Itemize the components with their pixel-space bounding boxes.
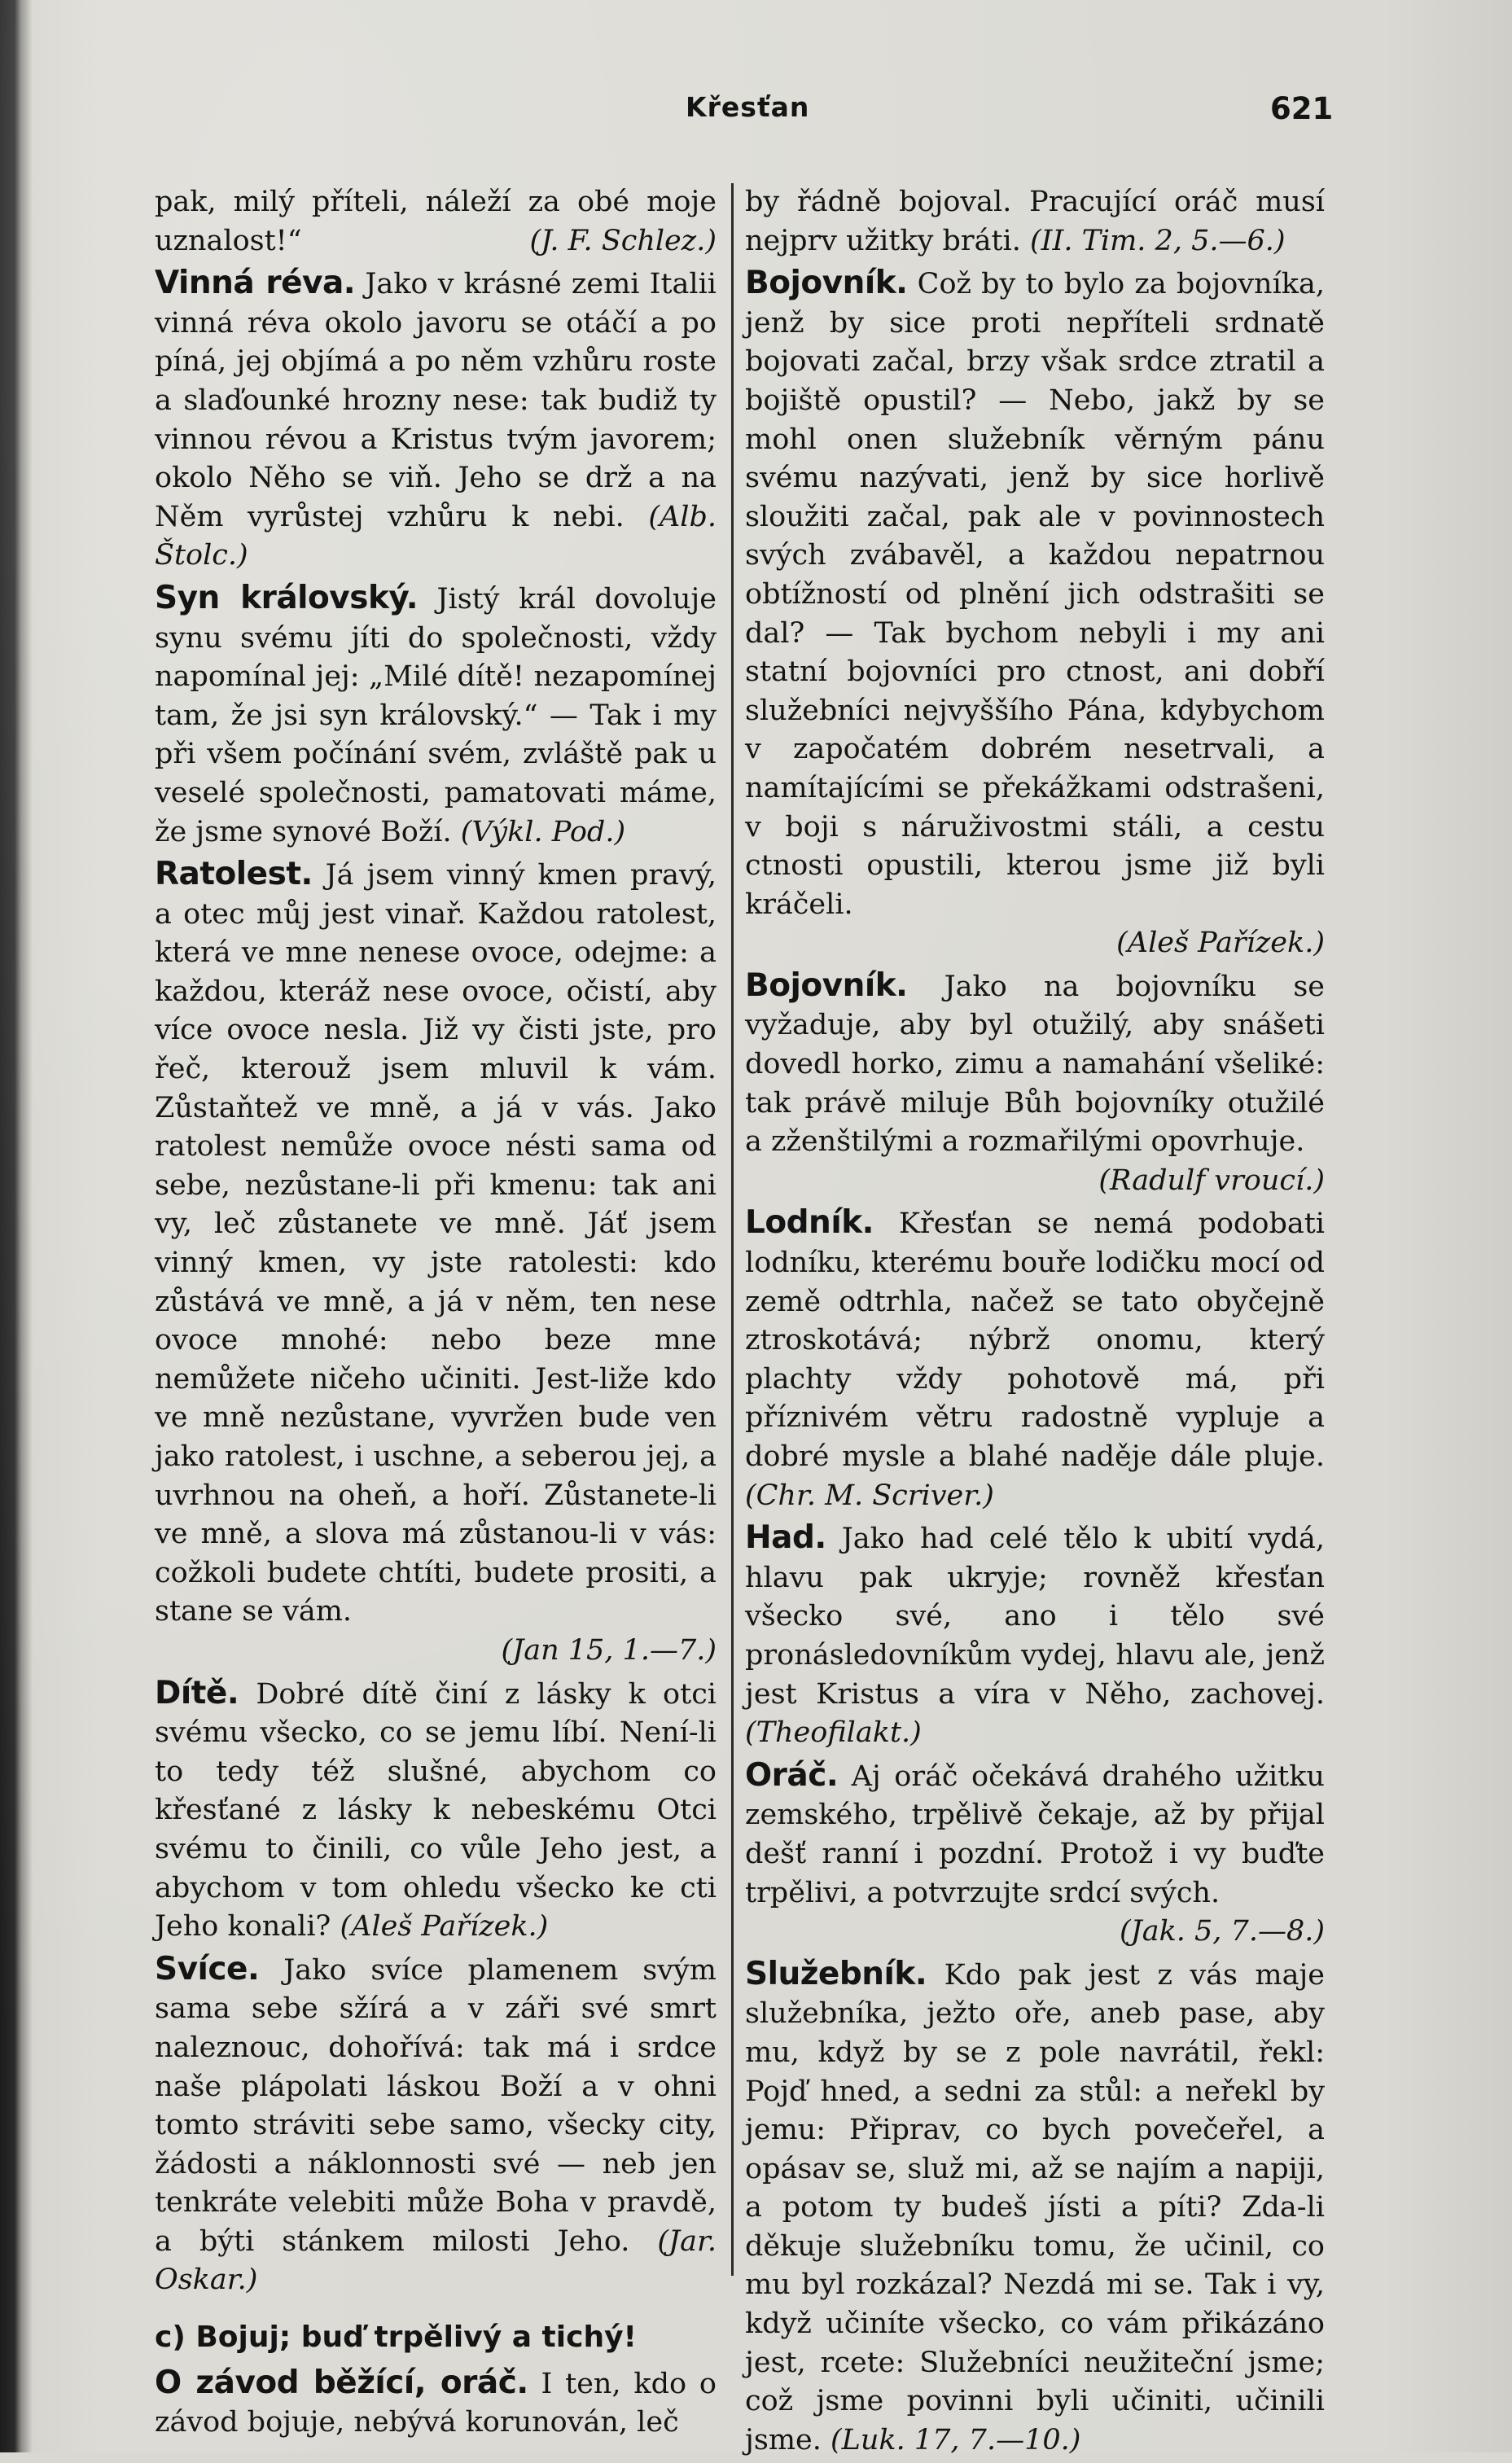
- entry-text: Aj oráč očekává drahého užitku zemského, trpělivě čekaje, až by přijal dešť ranní i pozdní. Protož i vy buďte trpělivi, a potvrzujte srdcí svých.: [745, 1760, 1325, 1909]
- entry-source: (Jar. Oskar.): [155, 2224, 717, 2297]
- entry-heading: Služebník.: [745, 1955, 927, 1992]
- column-divider: [731, 183, 734, 2276]
- entry-text: Jako svíce plamenem svým sama sebe sžírá a v záři své smrt naleznouc, dohořívá: tak má i srdce naše plápolati láskou Boží a v ohni tomto stráviti sebe samo, všecky city, žádosti a náklonnosti své — neb jen tenkráte velebiti může Boha v pravdě, a býti stánkem milosti Jeho.: [155, 1953, 717, 2258]
- entry-continuation: [745, 183, 1325, 261]
- entry-bojovnik-2: [745, 966, 1325, 1201]
- entry-source: (Jan 15, 1.—7.): [501, 1633, 717, 1667]
- entry-heading: Svíce.: [155, 1950, 260, 1987]
- entry-source: (J. F. Schlez.): [529, 224, 717, 257]
- entry-source: (Theofilakt.): [745, 1716, 922, 1750]
- entry-text: pak, milý příteli, náleží za obé moje uznalost!“: [155, 186, 717, 257]
- entry-heading: Ratolest.: [155, 856, 313, 893]
- entry-syn-kralovsky: [155, 579, 717, 852]
- entry-source: (Chr. M. Scriver.): [745, 1479, 994, 1512]
- entry-vinna-reva: [155, 264, 717, 576]
- entry-text: Což by to bylo za bojovníka, jenž by sice proti nepříteli srdnatě bojovati začal, brzy však srdce ztratil a bojiště opustil? — Nebo, jakž by se mohl onen služebník věrným pánu svému nazývati, jenž by sice horlivě sloužiti začal, pak ale v povinnostech svých zvábavěl, a každou nepatrnou obtížností od plnění jich odstrašiti se dal? — Tak bychom nebyli i my ani statní bojovníci pro ctnost, ani dobří služebníci nejvyššího Pána, kdybychom v započatém dobrém nesetrvali, a namítajícími se překážkami odstrašeni, v boji s náruživostmi stáli, a cestu ctnosti opustili, kterou jsme již byli kráčeli.: [745, 268, 1325, 921]
- entry-zavod: [155, 2364, 717, 2443]
- entry-text: Dobré dítě činí z lásky k otci svému všecko, co se jemu líbí. Není-li to tedy též slušné, abychom co křesťané z lásky k nebeskému Otci svému to činili, co vůle Jeho jest, a abychom v tom ohledu všecko ke cti Jeho konali?: [155, 1677, 717, 1944]
- entry-text: Kdo pak jest z vás maje služebníka, ježto oře, aneb pase, aby mu, když by se z pole navrátil, řekl: Pojď hned, a sedni za stůl: a neřekl by jemu: Připrav, co bych povečeřel, a opásav se, služ mi, až se najím a napiji, a potom ty budeš jísti a píti? Zda-li děkuje služebníku tomu, že učinil, co mu byl rozkázal? Nezdá mi se. Tak i vy, když učiníte všecko, co vám přikázáno jest, rcete: Služebníci neužiteční jsme; což jsme povinni byli učiniti, učinili jsme.: [745, 1958, 1325, 2456]
- entry-source: (Radulf vroucí.): [1098, 1164, 1325, 1197]
- entry-source: (Alb. Štolc.): [155, 500, 717, 572]
- entry-source: (II. Tim. 2, 5.—6.): [1030, 224, 1286, 257]
- page-number: 621: [1270, 91, 1334, 126]
- entry-heading: Vinná réva.: [155, 265, 356, 302]
- entry-heading: O závod běžící, oráč.: [155, 2364, 528, 2401]
- entry-orac: [745, 1756, 1325, 1952]
- entry-heading: Lodník.: [745, 1204, 874, 1242]
- right-column: [745, 183, 1325, 2463]
- entry-text: Jistý král dovoluje synu svému jíti do společnosti, vždy napomínal jej: „Milé dítě! nezapomínej tam, že jsi syn královský.“ — Tak i my při všem počínání svém, zvláště pak u veselé společnosti, pamatovati máme, že jsme synové Boží.: [155, 582, 717, 848]
- entry-bojovnik-1: [745, 264, 1325, 963]
- running-header: Křesťan: [686, 91, 810, 123]
- entry-text: Jako na bojovníku se vyžaduje, aby byl otužilý, aby snášeti dovedl horko, zimu a namahání všeliké: tak právě miluje Bůh bojovníky otužilé a zženštilými a rozmařilými opovrhuje.: [745, 970, 1325, 1159]
- entry-source: (Výkl. Pod.): [460, 815, 626, 848]
- entry-heading: Bojovník.: [745, 265, 908, 302]
- entry-heading: Bojovník.: [745, 966, 908, 1004]
- entry-sluzebnik: [745, 1955, 1325, 2461]
- entry-source: (Aleš Pařízek.): [340, 1910, 549, 1944]
- entry-source: (Luk. 17, 7.—10.): [830, 2423, 1081, 2456]
- entry-had: [745, 1519, 1325, 1753]
- entry-heading: Dítě.: [155, 1674, 239, 1711]
- entry-dite: [155, 1674, 717, 1947]
- section-title: c) Bojuj; buď trpělivý a tichý!: [155, 2321, 637, 2355]
- entry-text: Křesťan se nemá podobati lodníku, kterému bouře lodičku mocí od země odtrhla, načež se tato obyčejně ztroskotává; nýbrž onomu, který plachty vždy pohotově má, při příznivém větru radostně vypluje a dobré mysle a blahé naděje dále pluje.: [745, 1207, 1325, 1473]
- entry-continuation: [155, 183, 717, 261]
- entry-heading: Oráč.: [745, 1756, 839, 1794]
- entry-source: (Aleš Pařízek.): [1116, 927, 1325, 960]
- entry-heading: Had.: [745, 1519, 826, 1557]
- entry-text: by řádně bojoval. Pracující oráč musí nejprv užitky bráti.: [745, 186, 1325, 257]
- entry-ratolest: [155, 855, 717, 1670]
- entry-source: (Jak. 5, 7.—8.): [1120, 1915, 1325, 1948]
- entry-text: Jako v krásné zemi Italii vinná réva okolo javoru se otáčí a po píná, jej objímá a po něm vzhůru roste a slaďounké hrozny nese: tak budiž ty vinnou révou a Kristus tvým javorem; okolo Něho se viň. Jeho se drž a na Něm vyrůstej vzhůru k nebi.: [155, 268, 717, 533]
- entry-text: Jako had celé tělo k ubití vydá, hlavu pak ukryje; rovněž křesťan všecko své, ano i tělo své pronásledovníkům vydej, hlavu ale, jenž jest Kristus a víra v Něho, zachovej.: [745, 1523, 1325, 1711]
- entry-text: I ten, kdo o závod bojuje, nebývá korunován, leč: [155, 2367, 717, 2439]
- entry-text: Já jsem vinný kmen pravý, a otec můj jest vinař. Každou ratolest, která ve mne nenese ovoce, odejme: a každou, kteráž nese ovoce, očistí, aby více ovoce nesla. Již vy čisti jste, pro řeč, kterouž jsem mluvil k vám. Zůstaňtež ve mně, a já v vás. Jako ratolest nemůže ovoce nésti sama od sebe, nezůstane-li při kmenu: tak ani vy, leč zůstanete ve mně. Jáť jsem vinný kmen, vy jste ratolesti: kdo zůstává ve mně, a já v něm, ten nese ovoce mnohé: nebo beze mne nemůžete ničeho učiniti. Jest-liže kdo ve mně nezůstane, vyvržen bude ven jako ratolest, i uschne, a seberou jej, a uvrhnou na oheň, a hoří. Zůstanete-li ve mně, a slova má zůstanou-li v vás: cožkoli budete chtíti, budete prositi, a stane se vám.: [155, 859, 717, 1628]
- entry-lodnik: [745, 1203, 1325, 1515]
- entry-heading: Syn královský.: [155, 579, 419, 616]
- left-column: [155, 183, 717, 2446]
- entry-svice: [155, 1950, 717, 2300]
